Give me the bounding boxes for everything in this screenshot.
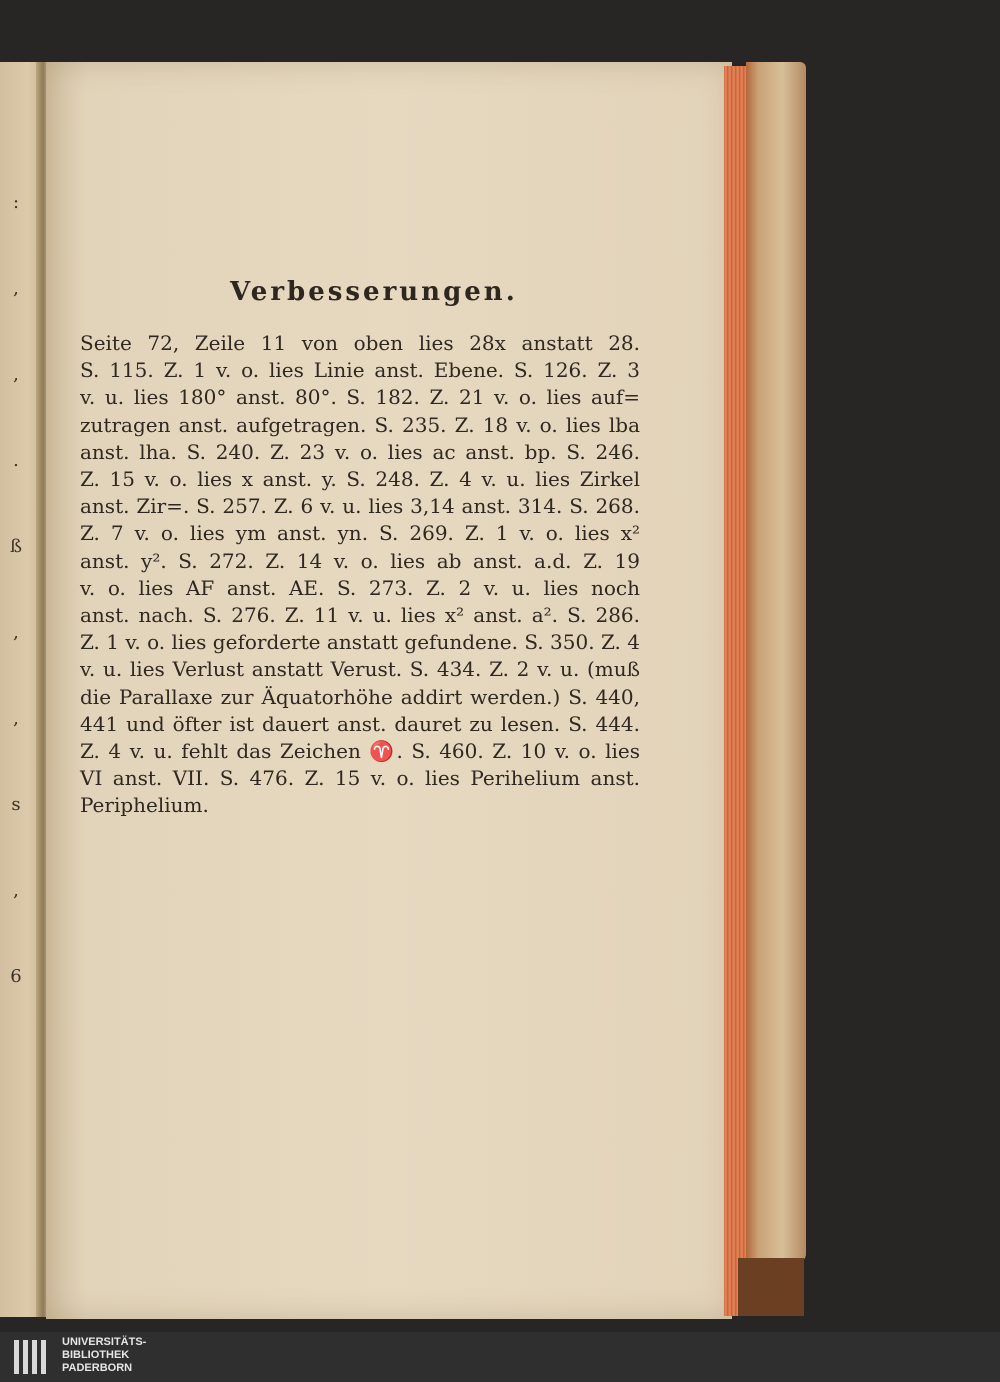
text-line: v. u. lies Verlust anstatt Verust. S. 434. Z. 2 v. u. (muß [80, 657, 640, 682]
text-line: anst. nach. S. 276. Z. 11 v. u. lies x² anst. a². S. 286. [80, 603, 640, 628]
text-line: v. o. lies AF anst. AE. S. 273. Z. 2 v. u. lies noch [80, 575, 640, 600]
text-line: Z. 1 v. o. lies geforderte anstatt gefundene. S. 350. Z. 4 [80, 630, 640, 655]
text-line: die Parallaxe zur Äquatorhöhe addirt werden.) S. 440, [80, 684, 640, 709]
text-line: VI anst. VII. S. 476. Z. 15 v. o. lies Perihelium anst. [80, 766, 640, 791]
text-line: Periphelium. [80, 793, 209, 818]
text-line: anst. Zir=. S. 257. Z. 6 v. u. lies 3,14 anst. 314. S. 268. [80, 494, 640, 519]
text-line: 441 und öfter ist dauert anst. dauret zu lesen. S. 444. [80, 711, 640, 736]
previous-page-marks: : , , . ß , , s , 6 [9, 192, 23, 987]
text-line: Z. 7 v. o. lies ym anst. yn. S. 269. Z. 1 v. o. lies x² [80, 521, 640, 546]
library-name-line: BIBLIOTHEK [62, 1349, 130, 1361]
cover-corner [738, 1258, 804, 1316]
text-line: S. 115. Z. 1 v. o. lies Linie anst. Ebene. S. 126. Z. 3 [80, 358, 640, 383]
text-line: v. u. lies 180° anst. 80°. S. 182. Z. 21 v. o. lies auf= [80, 385, 640, 410]
page-heading: Verbesserungen. [230, 277, 518, 307]
text-line: Seite 72, Zeile 11 von oben lies 28x anstatt 28. [80, 331, 640, 355]
library-name-line: PADERBORN [62, 1362, 133, 1374]
library-name-line: UNIVERSITÄTS- [62, 1336, 147, 1348]
text-line: Z. 15 v. o. lies x anst. y. S. 248. Z. 4 v. u. lies Zirkel [80, 467, 640, 492]
text-line: Z. 4 v. u. fehlt das Zeichen ♈. S. 460. Z. 10 v. o. lies [80, 739, 640, 764]
page-edges-red [724, 66, 748, 1316]
library-logo-icon [14, 1340, 52, 1374]
text-line: zutragen anst. aufgetragen. S. 235. Z. 18 v. o. lies lba [80, 412, 640, 437]
errata-text [80, 330, 640, 820]
book-cover [746, 62, 806, 1262]
text-line: anst. y². S. 272. Z. 14 v. o. lies ab anst. a.d. Z. 19 [80, 548, 640, 573]
library-name [62, 1336, 146, 1375]
text-line: anst. lha. S. 240. Z. 23 v. o. lies ac anst. bp. S. 246. [80, 439, 640, 464]
library-footer [0, 1332, 1000, 1382]
